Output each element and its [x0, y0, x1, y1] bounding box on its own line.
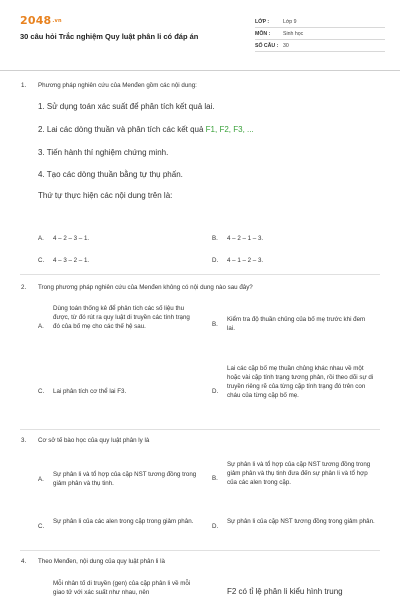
meta-row-count	[255, 40, 385, 52]
question-stem: Cơ sở tế bào học của quy luật phân ly là	[38, 437, 150, 444]
option-letter: A.	[38, 476, 44, 483]
option-letter: D.	[212, 388, 219, 395]
q1-prompt: Thứ tự thực hiện các nội dung trên là:	[38, 191, 173, 200]
answer-option[interactable]	[38, 304, 198, 354]
meta-value: Lớp 9	[283, 18, 297, 25]
meta-table	[255, 16, 385, 52]
q1-item: 1. Sử dụng toán xác suất để phân tích kết quả lai.	[38, 102, 215, 111]
question-divider	[20, 550, 380, 551]
question-stem: Trong phương pháp nghiên cứu của Menđen không có nội dung nào sau đây?	[38, 284, 253, 291]
answer-option[interactable]	[38, 470, 198, 492]
answer-option[interactable]	[212, 587, 397, 600]
option-text: Lai phân tích cơ thể lai F3.	[53, 388, 127, 395]
question-stem: Phương pháp nghiên cứu của Menđen gồm các nội dung:	[38, 82, 197, 89]
option-text: 4 – 2 – 3 – 1.	[53, 235, 90, 242]
q1-item: 3. Tiến hành thí nghiệm chứng minh.	[38, 148, 169, 157]
answer-option[interactable]	[212, 517, 377, 539]
option-letter: A.	[38, 235, 44, 242]
option-text: Lai các cặp bố mẹ thuần chủng khác nhau về một hoặc vài cặp tính trạng tương phản, rồi theo dõi sự di truyền riêng rẽ của từng cặp tính trạng đó trên con cháu của từng cặp bố mẹ.	[227, 365, 374, 399]
option-text: Sự phân li của cặp NST tương đồng trong giảm phân.	[227, 518, 375, 525]
answer-option[interactable]	[38, 256, 198, 266]
option-letter: D.	[212, 523, 219, 530]
option-letter: C.	[38, 257, 45, 264]
answer-option[interactable]	[212, 315, 377, 337]
question-number: 2.	[21, 284, 27, 291]
option-letter: C.	[38, 388, 45, 395]
q1-item-text: 2. Lai các dòng thuần và phân tích các kết quả	[38, 125, 206, 134]
question-number: 3.	[21, 437, 27, 444]
option-text: 4 – 1 – 2 – 3.	[227, 257, 264, 264]
meta-row-class	[255, 16, 385, 28]
option-text: F2 có tỉ lệ phân li kiểu hình trung	[227, 587, 343, 596]
q1-item-highlight: F1, F2, F3, ...	[205, 125, 254, 134]
answer-option[interactable]	[38, 517, 198, 539]
option-text: Mỗi nhân tố di truyền (gen) của cặp phân li về mỗi giao tử với xác suất như nhau, nên	[53, 580, 191, 596]
option-text: 4 – 3 – 2 – 1.	[53, 257, 90, 264]
option-text: Sự phân li của các alen trong cặp trong giảm phân.	[53, 518, 194, 525]
logo-tld: .vn	[52, 18, 62, 24]
option-text: Kiểm tra độ thuần chủng của bố mẹ trước khi đem lai.	[227, 316, 366, 332]
question-divider	[20, 274, 380, 275]
option-letter: D.	[212, 257, 219, 264]
option-letter: B.	[212, 475, 218, 482]
answer-option[interactable]	[212, 460, 377, 500]
meta-value: Sinh học	[283, 30, 304, 37]
answer-option[interactable]	[38, 579, 198, 600]
answer-option[interactable]	[38, 234, 198, 244]
meta-value: 30	[283, 42, 289, 49]
answer-option[interactable]	[212, 364, 377, 422]
page-title: 30 câu hỏi Trắc nghiệm Quy luật phân li có đáp án	[20, 32, 199, 41]
option-letter: C.	[38, 523, 45, 530]
option-letter: A.	[38, 323, 44, 330]
option-text: Sự phân li và tổ hợp của cặp NST tương đồng trong giảm phân và thụ tinh đưa đến sự phân li và tổ hợp của các alen trong cặp.	[227, 461, 371, 486]
question-divider	[20, 429, 380, 430]
answer-option[interactable]	[212, 256, 372, 266]
logo-text: 2048	[20, 14, 52, 27]
answer-option[interactable]	[38, 387, 198, 397]
option-letter: B.	[212, 321, 218, 328]
option-letter: B.	[212, 235, 218, 242]
answer-option[interactable]	[212, 234, 372, 244]
q1-item: 4. Tạo các dòng thuần bằng tự thụ phấn.	[38, 170, 183, 179]
q1-item	[38, 125, 254, 134]
meta-key: LỚP :	[255, 18, 270, 25]
option-text: 4 – 2 – 1 – 3.	[227, 235, 264, 242]
question-number: 4.	[21, 558, 27, 565]
site-logo[interactable]	[20, 14, 62, 27]
option-text: Sự phân li và tổ hợp của cặp NST tương đồng trong giảm phân và thụ tinh.	[53, 471, 197, 487]
document-header	[0, 0, 400, 70]
meta-key: MÔN :	[255, 30, 271, 37]
meta-key: SỐ CÂU :	[255, 42, 279, 49]
meta-row-subject	[255, 28, 385, 40]
question-stem: Theo Menđen, nội dung của quy luật phân li là	[38, 558, 165, 565]
question-number: 1.	[21, 82, 27, 89]
option-text: Dùng toán thống kê để phân tích các số liệu thu được, từ đó rút ra quy luật di truyền các tính trạng đó của bố mẹ cho các thế hệ sau.	[53, 305, 190, 330]
header-divider	[0, 70, 400, 71]
